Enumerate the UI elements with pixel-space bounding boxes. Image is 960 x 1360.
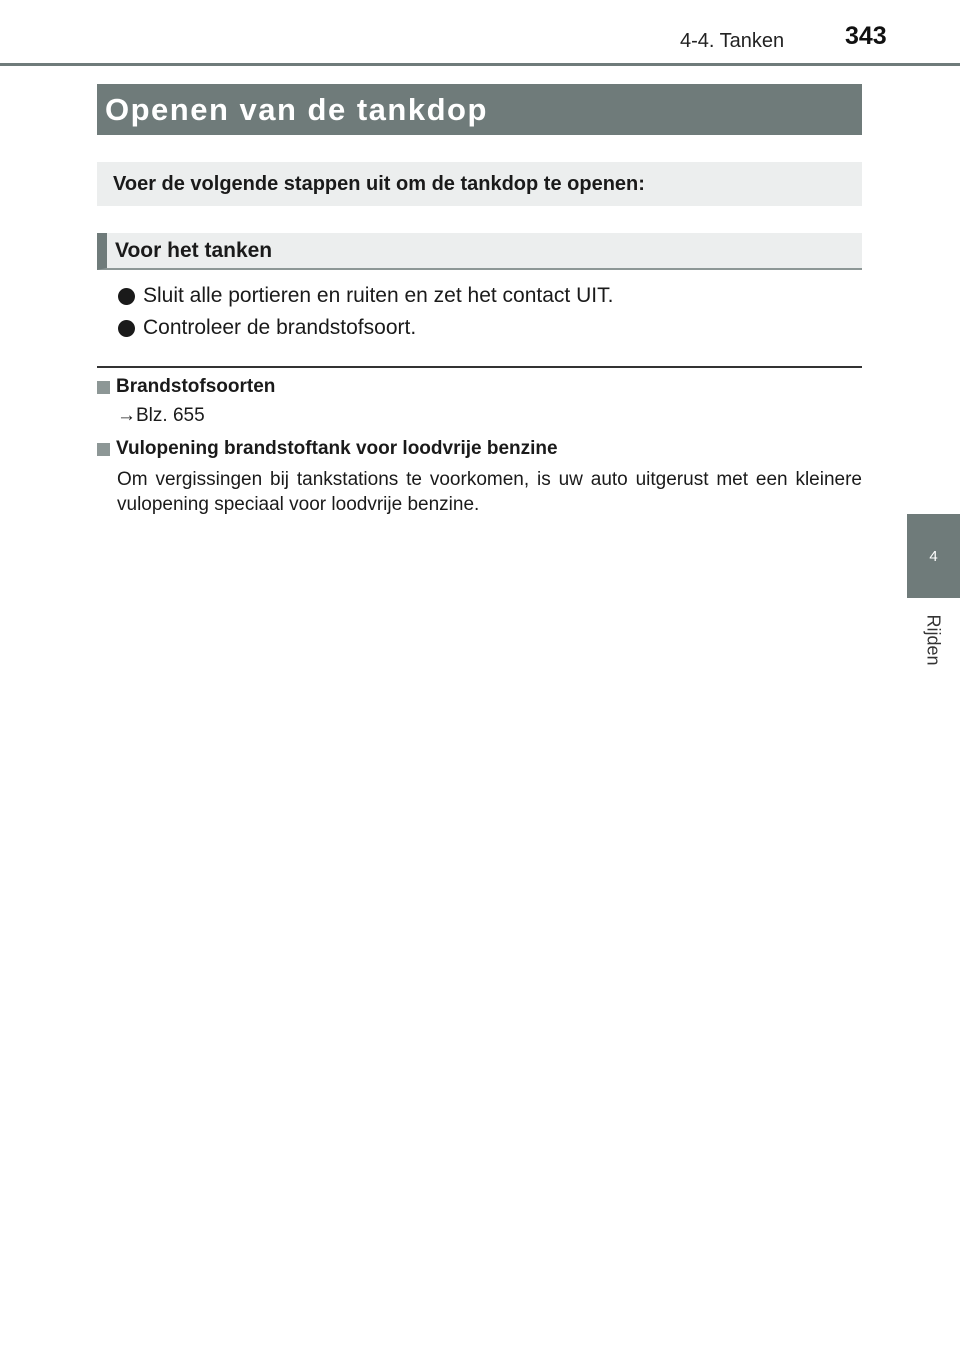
bullet-dot-icon [118,320,135,337]
page-reference-link[interactable]: →Blz. 655 [117,405,205,426]
square-bullet-icon [97,381,110,394]
chapter-number: 4 [929,547,938,565]
page-title [97,84,862,135]
note-heading-text: Brandstofsoorten [116,376,276,397]
section-subheading [97,233,862,270]
chapter-tab[interactable] [907,514,960,598]
chapter-label: Rijden [923,614,944,666]
subheading-text: Voor het tanken [115,238,273,262]
intro-text: Voer de volgende stappen uit om de tankdop te openen: [113,172,645,195]
bullet-dot-icon [118,288,135,305]
list-item [118,280,613,312]
header-section-title: 4-4. Tanken [680,30,785,52]
section-divider [97,366,862,368]
note-heading-fuel-types [97,376,275,398]
page-number: 343 [845,22,887,50]
note-body: Om vergissingen bij tankstations te voorkomen, is uw auto uitgerust met een kleinere vulopening speciaal voor loodvrije benzine. [117,469,862,515]
header-rule [0,63,960,66]
intro-box [97,162,862,206]
bullet-list [118,280,613,344]
bullet-text: Controleer de brandstofsoort. [143,316,417,339]
square-bullet-icon [97,443,110,456]
note-heading-filler-opening [97,438,558,460]
list-item [118,312,613,344]
bullet-text: Sluit alle portieren en ruiten en zet het contact UIT. [143,284,614,307]
page-title-text: Openen van de tankdop [105,91,488,127]
note-heading-text: Vulopening brandstoftank voor loodvrije benzine [116,438,558,459]
